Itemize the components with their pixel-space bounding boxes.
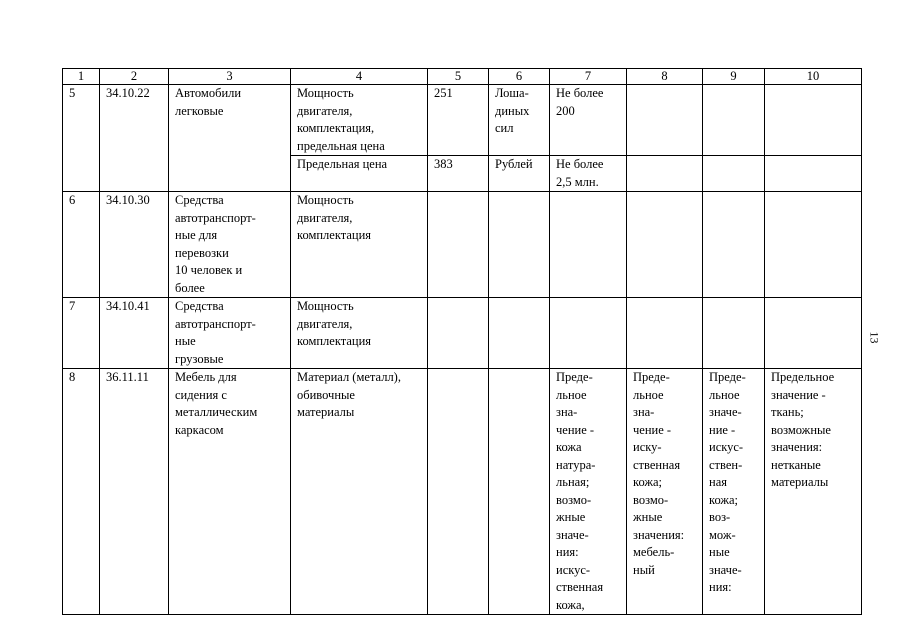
item-name: Средства автотранспорт- ные грузовые (169, 298, 291, 369)
okei-code: 251 (428, 85, 489, 156)
characteristic: Мощность двигателя, комплектация (291, 192, 428, 298)
empty-cell (765, 192, 862, 298)
value: Не более 2,5 млн. (550, 156, 627, 192)
value-col-9: Преде- льное значе- ние - искус- ствен- ная кожа; воз- мож- ные значе- ния: (703, 369, 765, 615)
empty-cell (627, 85, 703, 156)
table-row (63, 85, 862, 156)
value-col-7: Преде- льное зна- чение - кожа натура- льная; возмо- жные значе- ния: искус- ственная кожа, (550, 369, 627, 615)
item-name: Средства автотранспорт- ные для перевозки 10 человек и более (169, 192, 291, 298)
table-row (63, 369, 862, 615)
header-cell: 5 (428, 69, 489, 85)
table-row (63, 192, 862, 298)
header-cell: 1 (63, 69, 100, 85)
empty-cell (550, 192, 627, 298)
table-row (63, 298, 862, 369)
empty-cell (765, 298, 862, 369)
header-cell: 6 (489, 69, 550, 85)
value-col-10: Предельное значение - ткань; возможные значения: нетканые материалы (765, 369, 862, 615)
empty-cell (428, 298, 489, 369)
row-number: 7 (63, 298, 100, 369)
empty-cell (703, 85, 765, 156)
empty-cell (703, 192, 765, 298)
row-number: 6 (63, 192, 100, 298)
value-col-8: Преде- льное зна- чение - иску- ственная кожа; возмо- жные значения: мебель- ный (627, 369, 703, 615)
empty-cell (627, 156, 703, 192)
okei-code: 383 (428, 156, 489, 192)
okpd-code: 34.10.30 (100, 192, 169, 298)
value: Не более 200 (550, 85, 627, 156)
header-cell: 7 (550, 69, 627, 85)
header-cell: 4 (291, 69, 428, 85)
characteristic: Материал (металл), обивочные материалы (291, 369, 428, 615)
empty-cell (703, 298, 765, 369)
okpd-code: 34.10.41 (100, 298, 169, 369)
empty-cell (428, 369, 489, 615)
row-number: 8 (63, 369, 100, 615)
header-cell: 3 (169, 69, 291, 85)
header-cell: 8 (627, 69, 703, 85)
page-number: 13 (867, 331, 882, 344)
row-number: 5 (63, 85, 100, 192)
empty-cell (489, 192, 550, 298)
empty-cell (550, 298, 627, 369)
empty-cell (489, 298, 550, 369)
item-name: Автомобили легковые (169, 85, 291, 192)
characteristic: Мощность двигателя, комплектация (291, 298, 428, 369)
unit: Лоша- диных сил (489, 85, 550, 156)
header-cell: 10 (765, 69, 862, 85)
empty-cell (428, 192, 489, 298)
characteristic: Мощность двигателя, комплектация, предельная цена (291, 85, 428, 156)
procurement-table (62, 68, 862, 615)
okpd-code: 36.11.11 (100, 369, 169, 615)
characteristic: Предельная цена (291, 156, 428, 192)
okpd-code: 34.10.22 (100, 85, 169, 192)
empty-cell (627, 192, 703, 298)
empty-cell (489, 369, 550, 615)
item-name: Мебель для сидения с металлическим каркасом (169, 369, 291, 615)
header-cell: 9 (703, 69, 765, 85)
empty-cell (627, 298, 703, 369)
header-row (63, 69, 862, 85)
unit: Рублей (489, 156, 550, 192)
empty-cell (765, 156, 862, 192)
empty-cell (765, 85, 862, 156)
empty-cell (703, 156, 765, 192)
header-cell: 2 (100, 69, 169, 85)
